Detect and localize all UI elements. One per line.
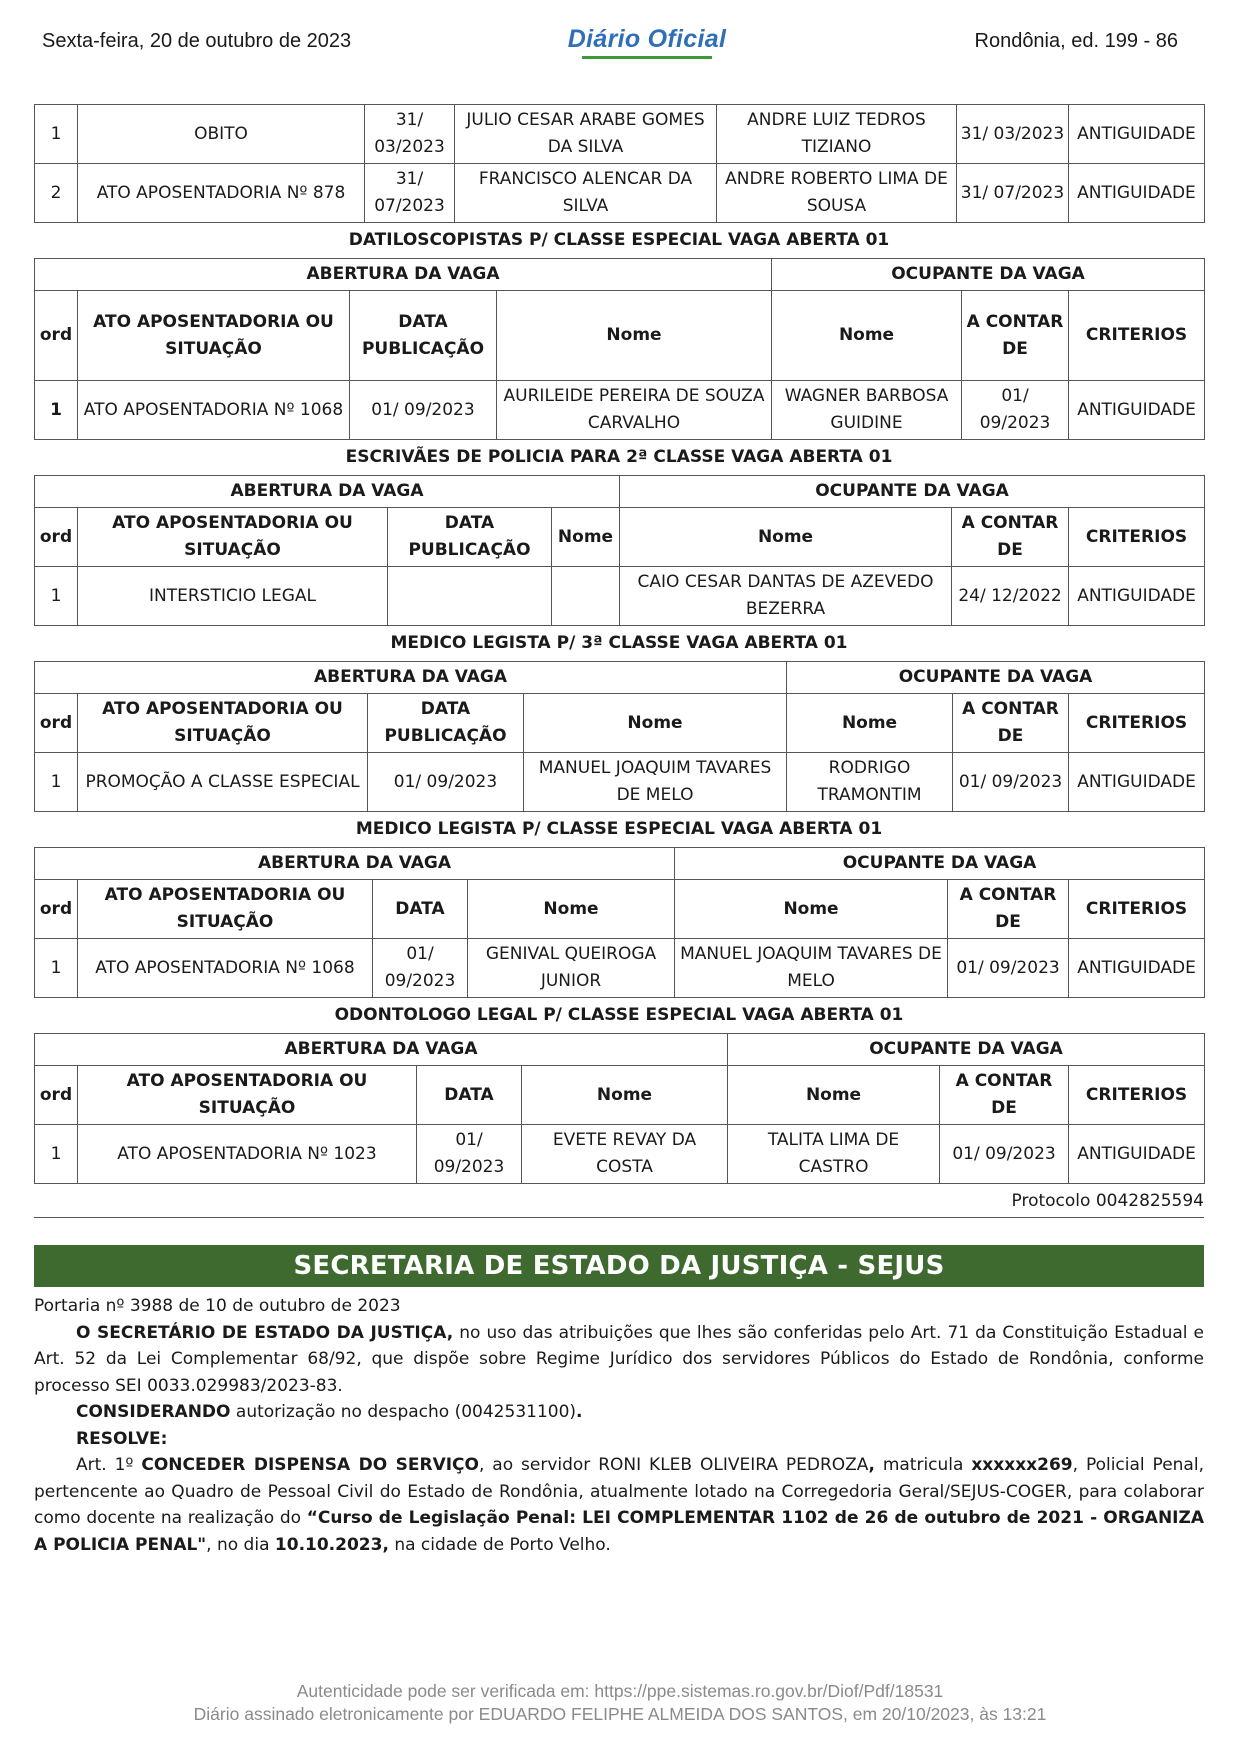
- protocol-number: Protocolo 0042825594: [34, 1184, 1204, 1218]
- column-header: CRITERIOS: [1069, 508, 1205, 567]
- column-header: ATO APOSENTADORIA OU SITUAÇÃO: [78, 508, 388, 567]
- cell: MANUEL JOAQUIM TAVARES DE MELO: [675, 939, 948, 998]
- bold-text: 10.10.2023,: [274, 1534, 389, 1555]
- column-header: Nome: [552, 508, 620, 567]
- text: na cidade de Porto Velho.: [388, 1534, 611, 1555]
- section-title: MEDICO LEGISTA P/ CLASSE ESPECIAL VAGA ABERTA 01: [355, 819, 883, 839]
- header-edition: Rondônia, ed. 199 - 86: [974, 30, 1178, 52]
- cell: [388, 567, 552, 626]
- section-title: ODONTOLOGO LEGAL P/ CLASSE ESPECIAL VAGA ABERTA 01: [334, 1005, 904, 1025]
- cell: 01/ 09/2023: [368, 753, 524, 812]
- column-header: ord: [35, 508, 78, 567]
- cell: 01/ 09/2023: [962, 381, 1069, 440]
- column-header: CRITERIOS: [1069, 1066, 1205, 1125]
- text: Art. 1º: [76, 1455, 142, 1475]
- cell: 1: [35, 567, 78, 626]
- group-header-right: OCUPANTE DA VAGA: [787, 662, 1205, 694]
- vacancy-table: [34, 1033, 1205, 1184]
- bold-text: xxxxxx269: [971, 1455, 1073, 1475]
- cell: ANTIGUIDADE: [1069, 753, 1205, 812]
- column-header: DATA PUBLICAÇÃO: [350, 291, 497, 381]
- continuation-table: [34, 104, 1205, 223]
- cell: EVETE REVAY DA COSTA: [522, 1125, 728, 1184]
- cell: 1: [35, 1125, 78, 1184]
- cell: 01/ 09/2023: [373, 939, 468, 998]
- cell: 1: [35, 105, 78, 164]
- section-title: DATILOSCOPISTAS P/ CLASSE ESPECIAL VAGA ABERTA 01: [348, 230, 890, 250]
- column-header: A CONTAR DE: [953, 694, 1069, 753]
- cell: OBITO: [78, 105, 365, 164]
- text: matricula: [874, 1455, 972, 1475]
- diario-oficial-logo: [542, 25, 752, 54]
- cell: 01/ 09/2023: [953, 753, 1069, 812]
- portaria-document: [34, 1293, 1204, 1558]
- group-header-left: ABERTURA DA VAGA: [35, 476, 620, 508]
- group-header-left: ABERTURA DA VAGA: [35, 662, 787, 694]
- paragraph: [34, 1426, 1204, 1453]
- cell: 31/ 07/2023: [365, 164, 455, 223]
- table-row: [35, 381, 1205, 440]
- column-header: Nome: [675, 880, 948, 939]
- text: autorização no despacho (0042531100): [230, 1402, 577, 1422]
- bold-text: O SECRETÁRIO DE ESTADO DA JUSTIÇA,: [76, 1322, 454, 1343]
- bold-text: “Curso de Legislação Penal: LEI COMPLEMENTAR 1102 de 26 de outubro de 2021 - ORGANIZA A POLICIA PENAL": [34, 1508, 1204, 1555]
- bold-text: .: [576, 1402, 583, 1422]
- section-title: ESCRIVÃES DE POLICIA PARA 2ª CLASSE VAGA ABERTA 01: [345, 447, 893, 467]
- bold-text: ,: [868, 1455, 875, 1475]
- cell: ANTIGUIDADE: [1069, 105, 1205, 164]
- cell: MANUEL JOAQUIM TAVARES DE MELO: [524, 753, 787, 812]
- bold-text: RESOLVE:: [76, 1428, 168, 1449]
- vacancy-table: [34, 258, 1205, 440]
- vacancy-table: [34, 475, 1205, 626]
- cell: 2: [35, 164, 78, 223]
- column-header: A CONTAR DE: [952, 508, 1069, 567]
- table-row: [35, 939, 1205, 998]
- cell: ANTIGUIDADE: [1069, 1125, 1205, 1184]
- table-row: [35, 1125, 1205, 1184]
- text: , no dia: [206, 1534, 275, 1555]
- table-row: [35, 105, 1205, 164]
- cell: ATO APOSENTADORIA Nº 1068: [78, 381, 350, 440]
- section-title: MEDICO LEGISTA P/ 3ª CLASSE VAGA ABERTA 01: [390, 633, 848, 653]
- column-header: ATO APOSENTADORIA OU SITUAÇÃO: [78, 1066, 417, 1125]
- logo-text: Diário Oficial: [567, 25, 727, 53]
- cell: ANDRE ROBERTO LIMA DE SOUSA: [717, 164, 957, 223]
- cell: GENIVAL QUEIROGA JUNIOR: [468, 939, 675, 998]
- column-header: A CONTAR DE: [948, 880, 1069, 939]
- cell: [552, 567, 620, 626]
- cell: RODRIGO TRAMONTIM: [787, 753, 953, 812]
- cell: 1: [35, 381, 78, 440]
- column-header: Nome: [468, 880, 675, 939]
- group-header-right: OCUPANTE DA VAGA: [772, 259, 1205, 291]
- column-header: A CONTAR DE: [940, 1066, 1069, 1125]
- cell: ANTIGUIDADE: [1069, 939, 1205, 998]
- cell: ANTIGUIDADE: [1069, 567, 1205, 626]
- paragraph: [34, 1399, 1204, 1426]
- text: , Policial Penal, pertencente ao Quadro de Pessoal Civil do Estado de Rondônia, atualmente lotado na Corregedoria Geral/SEJUS-COGER, para colaborar como docente na realização do: [34, 1455, 1204, 1528]
- cell: JULIO CESAR ARABE GOMES DA SILVA: [455, 105, 717, 164]
- text: no uso das atribuições que lhes são conferidas pelo Art. 71 da Constituição Estadual e Art. 52 da Lei Complementar 68/92, que dispõe sobre Regime Jurídico dos servidores Públicos do Estado de Rondônia, conforme processo SEI 0033.029983/2023-83.: [34, 1322, 1204, 1396]
- cell: INTERSTICIO LEGAL: [78, 567, 388, 626]
- group-header-right: OCUPANTE DA VAGA: [620, 476, 1205, 508]
- group-header-left: ABERTURA DA VAGA: [35, 259, 772, 291]
- column-header: ord: [35, 1066, 78, 1125]
- group-header-left: ABERTURA DA VAGA: [35, 1034, 728, 1066]
- table-row: [35, 567, 1205, 626]
- column-header: ord: [35, 880, 78, 939]
- portaria-title: Portaria nº 3988 de 10 de outubro de 2023: [34, 1296, 401, 1316]
- cell: 31/ 07/2023: [957, 164, 1069, 223]
- column-header: DATA PUBLICAÇÃO: [388, 508, 552, 567]
- cell: PROMOÇÃO A CLASSE ESPECIAL: [78, 753, 368, 812]
- text: , ao servidor RONI KLEB OLIVEIRA PEDROZA: [478, 1455, 869, 1475]
- column-header: Nome: [772, 291, 962, 381]
- cell: ANDRE LUIZ TEDROS TIZIANO: [717, 105, 957, 164]
- column-header: ord: [35, 291, 78, 381]
- column-header: CRITERIOS: [1069, 694, 1205, 753]
- bold-text: CONCEDER DISPENSA DO SERVIÇO: [141, 1455, 479, 1475]
- column-header: ATO APOSENTADORIA OU SITUAÇÃO: [78, 291, 350, 381]
- cell: 1: [35, 939, 78, 998]
- cell: 01/ 09/2023: [940, 1125, 1069, 1184]
- cell: ATO APOSENTADORIA Nº 878: [78, 164, 365, 223]
- column-header: Nome: [497, 291, 772, 381]
- column-header: ATO APOSENTADORIA OU SITUAÇÃO: [78, 694, 368, 753]
- paragraph: [34, 1452, 1204, 1558]
- column-header: Nome: [787, 694, 953, 753]
- column-header: DATA: [417, 1066, 522, 1125]
- cell: 01/ 09/2023: [417, 1125, 522, 1184]
- cell: 1: [35, 753, 78, 812]
- column-header: DATA: [373, 880, 468, 939]
- vacancy-table: [34, 847, 1205, 998]
- column-header: Nome: [728, 1066, 940, 1125]
- content: [34, 104, 1204, 1558]
- page-header: [42, 25, 1178, 68]
- column-header: A CONTAR DE: [962, 291, 1069, 381]
- group-header-left: ABERTURA DA VAGA: [35, 848, 675, 880]
- column-header: Nome: [620, 508, 952, 567]
- cell: 31/ 03/2023: [365, 105, 455, 164]
- cell: TALITA LIMA DE CASTRO: [728, 1125, 940, 1184]
- bold-text: CONSIDERANDO: [76, 1402, 231, 1422]
- cell: FRANCISCO ALENCAR DA SILVA: [455, 164, 717, 223]
- column-header: Nome: [522, 1066, 728, 1125]
- cell: 31/ 03/2023: [957, 105, 1069, 164]
- authenticity-link[interactable]: Autenticidade pode ser verificada em: https://ppe.sistemas.ro.gov.br/Diof/Pdf/18531: [296, 1681, 944, 1701]
- cell: ANTIGUIDADE: [1069, 164, 1205, 223]
- header-date: Sexta-feira, 20 de outubro de 2023: [42, 30, 352, 52]
- vacancy-table: [34, 661, 1205, 812]
- cell: 01/ 09/2023: [350, 381, 497, 440]
- cell: CAIO CESAR DANTAS DE AZEVEDO BEZERRA: [620, 567, 952, 626]
- cell: ANTIGUIDADE: [1069, 381, 1205, 440]
- table-row: [35, 164, 1205, 223]
- group-header-right: OCUPANTE DA VAGA: [675, 848, 1205, 880]
- page-footer: [0, 1680, 1240, 1726]
- column-header: ord: [35, 694, 78, 753]
- paragraph: [34, 1320, 1204, 1400]
- signature-notice: Diário assinado eletronicamente por EDUARDO FELIPHE ALMEIDA DOS SANTOS, em 20/10/2023, às 13:21: [193, 1704, 1047, 1724]
- cell: 01/ 09/2023: [948, 939, 1069, 998]
- cell: ATO APOSENTADORIA Nº 1068: [78, 939, 373, 998]
- cell: ATO APOSENTADORIA Nº 1023: [78, 1125, 417, 1184]
- column-header: CRITERIOS: [1069, 291, 1205, 381]
- column-header: CRITERIOS: [1069, 880, 1205, 939]
- column-header: ATO APOSENTADORIA OU SITUAÇÃO: [78, 880, 373, 939]
- sejus-banner: SECRETARIA DE ESTADO DA JUSTIÇA - SEJUS: [34, 1245, 1204, 1287]
- column-header: DATA PUBLICAÇÃO: [368, 694, 524, 753]
- group-header-right: OCUPANTE DA VAGA: [728, 1034, 1205, 1066]
- cell: AURILEIDE PEREIRA DE SOUZA CARVALHO: [497, 381, 772, 440]
- logo-underline: [582, 56, 712, 59]
- cell: 24/ 12/2022: [952, 567, 1069, 626]
- column-header: Nome: [524, 694, 787, 753]
- cell: WAGNER BARBOSA GUIDINE: [772, 381, 962, 440]
- table-row: [35, 753, 1205, 812]
